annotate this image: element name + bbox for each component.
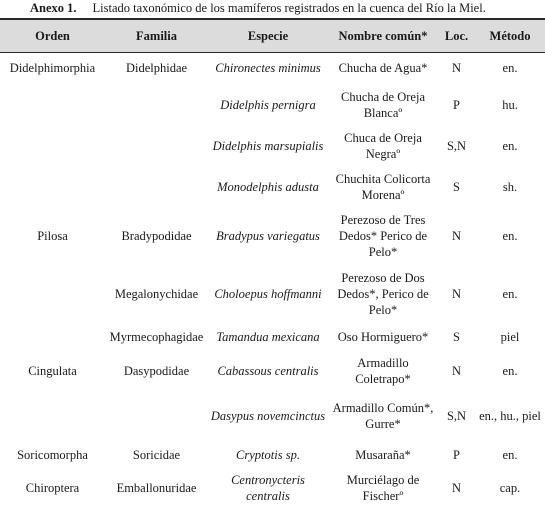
table-row [0,84,545,125]
cell-familia: Soricidae [132,448,181,462]
taxonomy-table [0,20,545,507]
cell-metodo: en. [502,138,518,153]
table-row [0,265,545,323]
cell-especie: Didelphis pernigra [220,97,316,112]
cell-loc: P [453,97,460,112]
cell-orden: Cingulata [28,364,77,378]
cell-metodo: hu. [502,97,518,112]
cell-nombre-comun: Perezoso de Dos Dedos*, Perico de Pelo* [337,271,429,317]
cell-loc: S,N [446,409,467,423]
table-row [0,207,545,265]
cell-especie: Dasypus novemcinctus [210,409,326,423]
cell-nombre-comun: Chucha de Agua* [338,61,428,75]
cell-orden: Didelphimorphia [9,61,96,75]
cell-familia [105,391,208,441]
cell-familia: Myrmecophagidae [109,330,204,344]
cell-metodo: piel [500,330,520,344]
table-row [0,166,545,207]
cell-nombre-comun: Perezoso de Tres Dedos* Perico de Pelo* [338,213,428,259]
cell-metodo: en. [502,364,518,378]
cell-nombre-comun: Chuchita Colicorta Morenaº [335,171,431,202]
table-row [0,125,545,166]
cell-especie: Chironectes minimus [215,61,321,75]
cell-especie: Cabassous centralis [217,364,319,378]
cell-loc: S [453,179,460,194]
cell-especie: Tamandua mexicana [216,330,320,344]
header-row [0,20,545,52]
cell-loc: S,N [446,138,467,153]
cell-familia [105,84,208,125]
cell-familia [105,166,208,207]
cell-especie: Bradypus variegatus [216,229,320,243]
table-body [0,52,545,507]
cell-familia: Dasypodidae [123,364,190,378]
cell-orden: Pilosa [37,229,68,243]
cell-orden [0,125,105,166]
col-header-especie: Especie [247,28,289,43]
col-header-nombre-comun: Nombre común* [338,28,428,43]
cell-loc: N [451,229,462,243]
cell-nombre-comun: Murciélago de Fischerº [346,473,420,503]
table-row [0,323,545,351]
table-row [0,469,545,507]
table-header [0,20,545,52]
cell-loc: N [451,61,462,75]
cell-loc: S [453,330,460,344]
cell-orden [0,391,105,441]
cell-orden: Chiroptera [25,481,80,495]
table-row [0,391,545,441]
cell-nombre-comun: Chucha de Oreja Blancaº [341,89,425,120]
caption-text: Listado taxonómico de los mamíferos registrados en la cuenca del Río la Miel. [92,1,486,15]
cell-metodo: en. [502,229,518,243]
cell-orden: Soricomorpha [17,448,88,462]
cell-familia: Emballonuridae [116,481,197,495]
cell-metodo: cap. [499,481,521,495]
cell-loc: N [451,364,462,378]
cell-loc: P [453,448,460,462]
cell-metodo: sh. [502,179,518,194]
cell-familia [105,125,208,166]
cell-loc: N [451,287,462,301]
cell-especie: Didelphis marsupialis [212,138,324,153]
cell-especie: Monodelphis adusta [217,179,319,194]
cell-metodo: en. [502,61,518,75]
col-header-orden: Orden [35,28,70,43]
cell-metodo: en., hu., piel [479,409,541,423]
cell-especie: Centronycteris centralis [231,473,305,503]
cell-metodo: en. [502,287,518,301]
col-header-metodo: Método [489,28,531,43]
cell-especie: Cryptotis sp. [236,448,300,462]
col-header-loc: Loc. [444,28,469,43]
table-caption [0,0,545,18]
cell-orden [0,84,105,125]
table-row [0,52,545,84]
table-row [0,351,545,391]
cell-familia: Bradypodidae [121,229,192,243]
cell-especie: Choloepus hoffmanni [214,287,322,301]
cell-orden [0,323,105,351]
cell-nombre-comun: Chuca de Oreja Negraº [344,130,422,161]
table-row [0,441,545,469]
cell-familia: Didelphidae [125,61,188,75]
cell-metodo: en. [502,448,518,462]
cell-familia: Megalonychidae [114,287,199,301]
cell-nombre-comun: Armadillo Coletrapo* [355,356,411,386]
caption-label: Anexo 1. [30,1,77,15]
col-header-familia: Familia [136,28,177,43]
cell-nombre-comun: Armadillo Común*, Gurre* [332,401,434,431]
cell-orden [0,265,105,323]
cell-loc: N [451,481,462,495]
cell-orden [0,166,105,207]
cell-nombre-comun: Musaraña* [355,448,411,462]
cell-nombre-comun: Oso Hormiguero* [337,330,429,344]
